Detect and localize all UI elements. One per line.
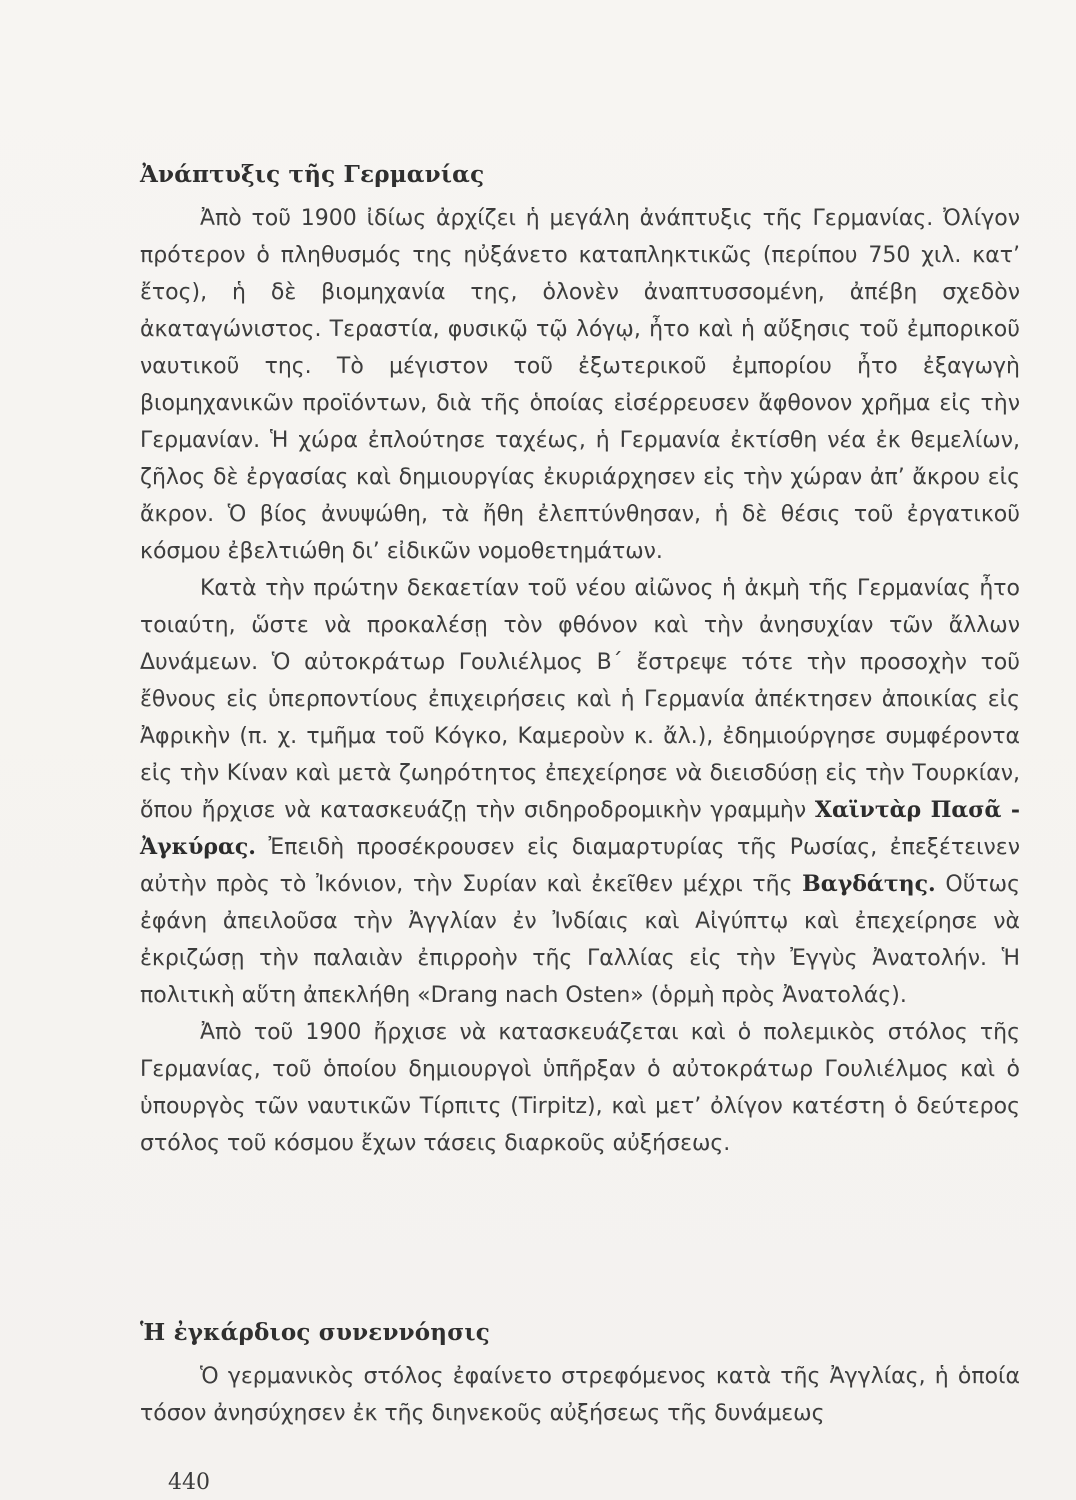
section-entente-cordiale bbox=[140, 1318, 1020, 1432]
paragraph: Ἀπὸ τοῦ 1900 ἤρχισε νὰ κατασκευάζεται καὶ ὁ πολεμικὸς στόλος τῆς Γερμανίας, τοῦ ὁποίου δημιουργοὶ ὑπῆρξαν ὁ αὐτοκράτωρ Γουλιέλμος καὶ ὁ ὑπουργὸς τῶν ναυτικῶν Τίρπιτς (Tirpitz), καὶ μετ’ ὀλίγον κατέστη ὁ δεύτερος στόλος τοῦ κόσμου ἔχων τάσεις διαρκοῦς αὐξήσεως. bbox=[140, 1020, 1020, 1156]
section-germany-development bbox=[140, 160, 1020, 1162]
paragraph-text: Ἐπειδὴ προσέκρουσεν εἰς διαμαρτυρίας τῆς Ρωσίας, ἐπεξέτεινεν αὐτὴν πρὸς τὸ Ἰκόνιον, τὴν Συρίαν καὶ ἐκεῖθεν μέχρι τῆς bbox=[140, 835, 1020, 897]
paragraph-text: Κατὰ τὴν πρώτην δεκαετίαν τοῦ νέου αἰῶνος ἡ ἀκμὴ τῆς Γερμανίας ἦτο τοιαύτη, ὥστε νὰ προκαλέσῃ τὸν φθόνον καὶ τὴν ἀνησυχίαν τῶν ἄλλων Δυνάμεων. Ὁ αὐτοκράτωρ Γουλιέλμος Β΄ ἔστρεψε τότε τὴν προσοχὴν τοῦ ἔθνους εἰς ὑπερποντίους ἐπιχειρήσεις καὶ ἡ Γερμανία ἀπέκτησεν ἀποικίας εἰς Ἀφρικὴν (π. χ. τμῆμα τοῦ Κόγκο, Καμεροὺν κ. ἄλ.), ἐδημιούργησε συμφέροντα εἰς τὴν Κίναν καὶ μετὰ ζωηρότητος ἐπεχείρησε νὰ διεισδύσῃ εἰς τὴν Τουρκίαν, ὅπου ἤρχισε νὰ κατασκευάζῃ τὴν σιδηροδρομικὴν γραμμὴν bbox=[140, 576, 1020, 823]
section-heading: Ἡ ἐγκάρδιος συνεννόησις bbox=[140, 1319, 490, 1346]
page-number: 440 bbox=[168, 1470, 210, 1495]
paragraph bbox=[140, 570, 1020, 1014]
bold-placename: Βαγδάτης. bbox=[802, 871, 936, 897]
section-heading: Ἀνάπτυξις τῆς Γερμανίας bbox=[140, 161, 485, 188]
bold-placename: Χαϊντὰρ Πασᾶ - Ἀγκύρας. bbox=[140, 797, 1020, 860]
paragraph: Ἀπὸ τοῦ 1900 ἰδίως ἀρχίζει ἡ μεγάλη ἀνάπτυξις τῆς Γερμανίας. Ὀλίγον πρότερον ὁ πληθυσμός της ηὐξάνετο καταπληκτικῶς (περίπου 750 χιλ. κατ’ ἔτος), ἡ δὲ βιομηχανία της, ὁλονὲν ἀναπτυσσομένη, ἀπέβη σχεδὸν ἀκαταγώνιστος. Τεραστία, φυσικῷ τῷ λόγῳ, ἦτο καὶ ἡ αὔξησις τοῦ ἐμπορικοῦ ναυτικοῦ της. Τὸ μέγιστον τοῦ ἐξωτερικοῦ ἐμπορίου ἦτο ἐξαγωγὴ βιομηχανικῶν προϊόντων, διὰ τῆς ὁποίας εἰσέρρευσεν ἄφθονον χρῆμα εἰς τὴν Γερμανίαν. Ἡ χώρα ἐπλούτησε ταχέως, ἡ Γερμανία ἐκτίσθη νέα ἐκ θεμελίων, ζῆλος δὲ ἐργασίας καὶ δημιουργίας ἐκυριάρχησεν εἰς τὴν χώραν ἀπ’ ἄκρου εἰς ἄκρον. Ὁ βίος ἀνυψώθη, τὰ ἤθη ἐλεπτύνθησαν, ἡ δὲ θέσις τοῦ ἐργατικοῦ κόσμου ἐβελτιώθη δι’ εἰδικῶν νομοθετημάτων. bbox=[140, 206, 1020, 564]
paragraph: Ὁ γερμανικὸς στόλος ἐφαίνετο στρεφόμενος κατὰ τῆς Ἀγγλίας, ἡ ὁποία τόσον ἀνησύχησεν ἐκ τῆς διηνεκοῦς αὐξήσεως τῆς δυνάμεως bbox=[140, 1364, 1020, 1426]
paragraph-text: Οὕτως ἐφάνη ἀπειλοῦσα τὴν Ἀγγλίαν ἐν Ἰνδίαις καὶ Αἰγύπτῳ καὶ ἐπεχείρησε νὰ ἐκριζώσῃ τὴν παλαιὰν ἐπιρροὴν τῆς Γαλλίας εἰς τὴν Ἐγγὺς Ἀνατολήν. Ἡ πολιτικὴ αὕτη ἀπεκλήθη «Drang nach Osten» (ὁρμὴ πρὸς Ἀνατολάς). bbox=[140, 872, 1021, 1008]
